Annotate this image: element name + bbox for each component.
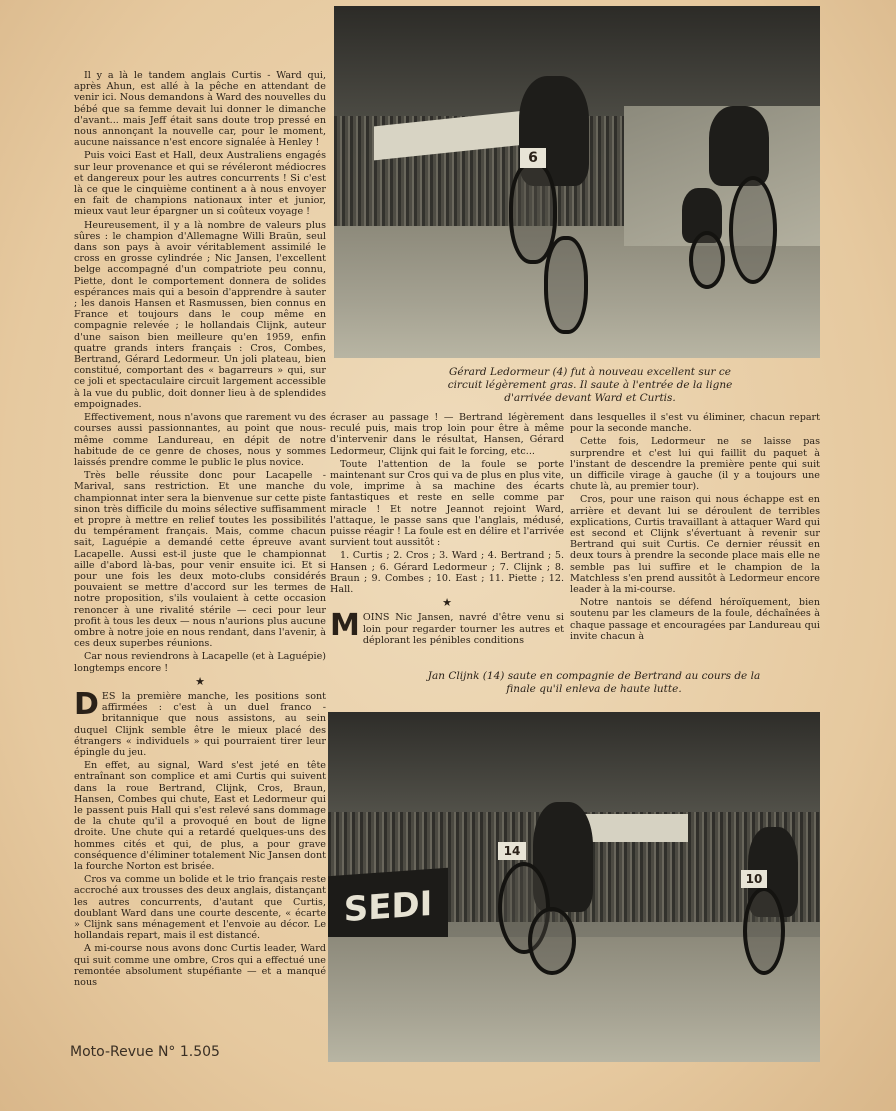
photo-top [334,6,820,358]
paragraph: Puis voici East et Hall, deux Australiens engagés sur leur provenance et qui se révéleront médiocres et dangereux pour les autres concurrents ! Si c'est là ce que le cinquième continent a à nous envoyer en fait de champions nationaux inter et junior, mieux vaut leur épargner un si coûteux voyage ! [74,150,326,218]
caption-top: Gérard Ledormeur (4) fut à nouveau excellent sur ce circuit légèrement gras. Il saute à l'entrée de la ligne d'arrivée devant Ward et Curtis. [447,366,733,404]
number-plate: 14 [498,842,526,860]
banner: SEDI [328,868,448,946]
number-plate: 10 [741,870,767,888]
drop-cap: M [330,608,360,644]
paragraph: Cette fois, Ledormeur ne se laisse pas surprendre et c'est lui qui faillit du paquet à l'instant de descendre la première pente qui suit un difficile virage à gauche (il y a toujours une chute là, au premier tour). [570,436,820,493]
number-plate: 6 [520,148,546,168]
paragraph: Cros, pour une raison qui nous échappe est en arrière et devant lui se déroulent de terribles explications, Curtis travaillant à attaquer Ward qui est second et Clijnk s'évertuant à revenir sur Bertrand qui suit Curtis. Ce dernier réussit en deux tours à prendre la seconde place mais elle ne semble pas lui suffire et le champion de la Matchless s'en prend aussitôt à Ledormeur encore leader à la mi-course. [570,494,820,596]
paragraph: Effectivement, nous n'avons que rarement vu des courses aussi passionnantes, au point que nous-même comme Landureau, en dépit de notre habitude de ce genre de choses, nous y sommes laissés prendre comme le public le plus novice. [74,412,326,468]
paragraph: Heureusement, il y a là nombre de valeurs plus sûres : le champion d'Allemagne Willi Braün, seul dans son pays à avoir véritablement assimilé le cross en grosse cylindrée ; Nic Jansen, l'excellent belge accompagné d'un compatriote peu connu, Piette, dont le comportement donnera de solides espérances mais qui a besoin d'apprendre à sauter ; les danois Hansen et Rasmussen, bien connus en France et toujours dans le coup même en compagnie relevée ; le hollandais Clijnk, auteur d'une saison bien meilleure qu'en 1959, enfin quatre grands inters français : Cros, Combes, Bertrand, Gérard Ledormeur. Un joli plateau, bien constitué, comportant des « bagarreurs » qui, sur ce joli et spectaculaire circuit largement accessible à la vue du public, doit donner lieu à de splendides empoignades. [74,219,326,410]
paragraph: DES la première manche, les positions sont affirmées : c'est à un duel franco - britannique que nous assistons, au sein duquel Clijnk semble être le mieux placé des étrangers « individuels » qui pourraient tirer leur épingle du jeu. [74,686,326,758]
paragraph: Très belle réussite donc pour Lacapelle - Marival, sans restriction. Et une manche du championnat inter sera la bienvenue sur cette piste sinon très difficile du moins sélective suffisamment et propre à mettre en relief toutes les possibilités du tempérament français. Mais, comme chacun sait, Laguépie a demandé cette épreuve avant Lacapelle. Aussi est-il juste que le championnat aille d'abord là-bas, pour venir ensuite ici. Et si pour une fois les deux moto-clubs considérés pouvaient se mettre d'accord sur les termes de notre proposition, s'ils voulaient à cette occasion renoncer à une rivalité stérile — ceci pour leur profit à tous les deux — nous n'aurions plus aucune ombre à notre joie en nous rendant, dans l'avenir, à ces deux superbes réunions. [74,470,326,650]
paragraph: Car nous reviendrons à Lacapelle (et à Laguépie) longtemps encore ! [74,651,326,674]
paragraph: MOINS Nic Jansen, navré d'être venu si loin pour regarder tourner les autres et déplorant les pénibles conditions [330,608,564,646]
paragraph: écraser au passage ! — Bertrand légèrement reculé puis, mais trop loin pour être à même d'intervenir dans le résultat, Hansen, Gérard Ledormeur, Clijnk qui fait le forcing, etc... [330,412,564,457]
caption-middle: Jan Clijnk (14) saute en compagnie de Bertrand au cours de la finale qu'il enleva de haute lutte. [427,670,761,695]
paragraph: Notre nantois se défend héroïquement, bien soutenu par les clameurs de la foule, déchaînées à chaque passage et encouragées par Landureau qui invite chacun à [570,597,820,642]
left-column [74,70,326,990]
clijnk-rear-wheel [528,907,576,975]
paragraph: Il y a là le tandem anglais Curtis - Ward qui, après Ahun, est allé à la pêche en attendant de venir ici. Nous demandons à Ward des nouvelles du bébé que sa femme devait lui donner le dimanche d'avant... mais Jeff était sans doute trop pressé en nous annonçant la nouvelle car, pour le moment, aucune naissance n'est encore signalée à Henley ! [74,70,326,149]
bertrand-wheel [743,887,785,975]
section-star: ★ [442,596,452,610]
paragraph: En effet, au signal, Ward s'est jeté en tête entraînant son complice et ami Curtis qui suivent dans la roue Bertrand, Clijnk, Cros, Braun, Hansen, Combes qui chute, East et Ledormeur qui le passent puis Hall qui s'est relevé sans dommage de la chute qu'il a provoqué en bout de ligne droite. Une chute qui a retardé quelques-uns des hommes cités et qui, de plus, a pour grave conséquence d'éliminer totalement Nic Jansen dont la fourche Norton est brisée. [74,760,326,873]
footer-issue: Moto-Revue N° 1.505 [70,1044,220,1060]
ward-wheel [729,176,777,284]
middle-column [330,412,564,648]
results-list: 1. Curtis ; 2. Cros ; 3. Ward ; 4. Bertrand ; 5. Hansen ; 6. Gérard Ledormeur ; 7. Clijnk ; 8. Braun ; 9. Combes ; 10. East ; 11. Piette ; 12. Hall. [330,550,564,596]
rear-wheel [544,236,588,334]
section-star: ★ [195,674,205,688]
drop-cap: D [74,686,99,722]
right-column [570,412,820,644]
curtis-wheel [689,231,725,289]
paragraph: Toute l'attention de la foule se porte maintenant sur Cros qui va de plus en plus vite, vole, imprime à sa machine des écarts fantastiques et reste en selle comme par miracle ! Et notre Jeannot rejoint Ward, l'attaque, le passe sans que l'anglais, médusé, puisse réagir ! La foule est en délire et l'arrivée survient tout aussitôt : [330,458,564,549]
paragraph: A mi-course nous avons donc Curtis leader, Ward qui suit comme une ombre, Cros qui a effectué une remontée absolument stupéfiante — et a manqué nous [74,943,326,989]
photo-bottom [328,712,820,1062]
rider-ward [709,106,769,186]
paragraph: Cros va comme un bolide et le trio français reste accroché aux trousses des deux anglais, distançant les autres concurrents, d'autant que Curtis, doublant Ward dans une courte descente, « écarte » Clijnk sans ménagement et l'envoie au décor. Le hollandais repart, mais il est distancé. [74,874,326,942]
paragraph: dans lesquelles il s'est vu éliminer, chacun repart pour la seconde manche. [570,412,820,435]
tent-roof [578,814,688,842]
